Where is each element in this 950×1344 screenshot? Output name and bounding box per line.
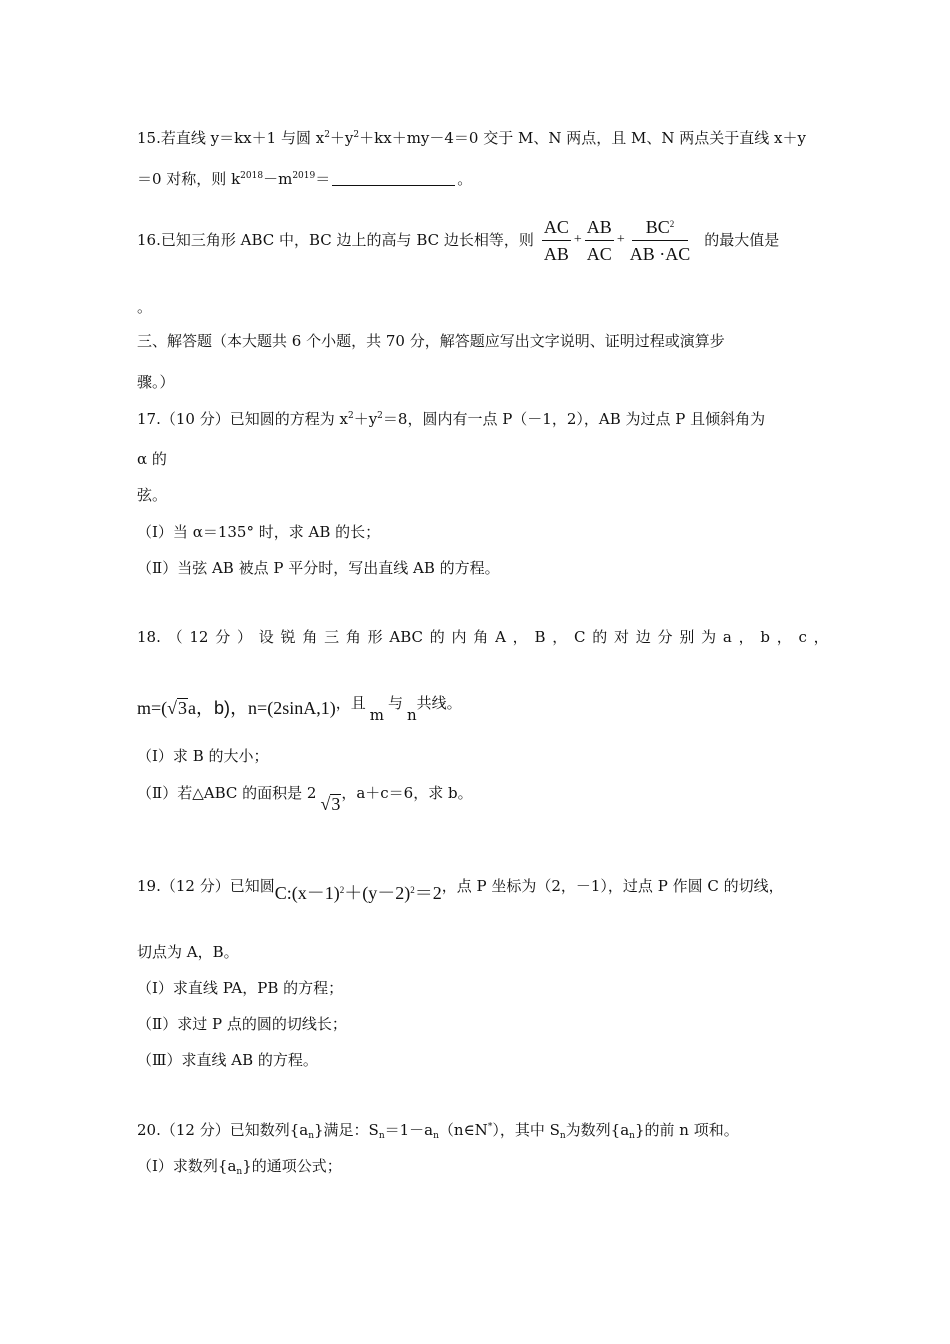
fraction-ac-ab: $\frac{AC}{AB}$ bbox=[543, 216, 569, 264]
q19-line2: 切点为 A，B。 bbox=[137, 943, 239, 961]
q18-part1: （Ⅰ）求 B 的大小； bbox=[137, 747, 269, 765]
q15-text: 。 bbox=[457, 170, 473, 188]
q19-part2: （Ⅱ）求过 P 点的圆的切线长； bbox=[137, 1015, 347, 1033]
q19-line1: 19.（12 分）已知圆$C:(x-1)^2+(y-2)^2=2$，点 P 坐标为（2，－1），过点 P 作圆 C 的切线， bbox=[137, 877, 784, 903]
section-heading-cont: 骤。） bbox=[137, 373, 175, 391]
circle-equation: $C:(x-1)^2+(y-2)^2=2$ bbox=[274, 883, 442, 903]
q15-text: 15.若直线 y＝kx＋1 与圆 x bbox=[137, 129, 325, 147]
q17-line3: 弦。 bbox=[137, 486, 168, 504]
exponent: 2 bbox=[353, 130, 360, 140]
q16-end-mark: 。 bbox=[137, 298, 153, 316]
q19-part1: （Ⅰ）求直线 PA，PB 的方程； bbox=[137, 979, 344, 997]
fraction-bc2-abac: $\frac{BC^2}{AB \cdot AC}$ bbox=[629, 216, 691, 264]
q17-part2: （Ⅱ）当弦 AB 被点 P 平分时，写出直线 AB 的方程。 bbox=[137, 559, 500, 577]
q17-part1: （Ⅰ）当 α＝135° 时，求 AB 的长； bbox=[137, 523, 381, 541]
q19-part3: （Ⅲ）求直线 AB 的方程。 bbox=[137, 1051, 318, 1069]
q18-line1: 18. （ 12 分 ） 设 锐 角 三 角 形 ABC 的 内 角 A ， B ， C 的 对 边 分 别 为 a ， b ， c ， bbox=[137, 628, 829, 646]
exponent: 2 bbox=[324, 130, 330, 140]
exponent: 2019 bbox=[292, 171, 316, 181]
q16-text: 16.已知三角形 ABC 中，BC 边上的高与 BC 边长相等，则 bbox=[137, 231, 534, 249]
exponent: 2 bbox=[377, 411, 383, 421]
q18-vectors: m=( √ 3 a，b)，n=(2sinA,1)，且m与n共线。 bbox=[137, 694, 462, 724]
section-heading: 三、解答题（本大题共 6 个小题，共 70 分，解答题应写出文字说明、证明过程或演算步 bbox=[137, 332, 725, 350]
answer-blank bbox=[332, 171, 455, 186]
exponent: 2 bbox=[347, 411, 354, 421]
q15-line1 bbox=[137, 128, 806, 148]
q15-text: ＝0 对称，则 k bbox=[137, 170, 241, 188]
q20-part1: （Ⅰ）求数列$\{a_n\}$的通项公式； bbox=[137, 1157, 342, 1177]
q15-text: ＋kx＋my－4＝0 交于 M、N 两点，且 M、N 两点关于直线 x＋y bbox=[359, 129, 806, 147]
q15-text: ＋y bbox=[329, 129, 354, 147]
plus-sign: + bbox=[616, 232, 625, 247]
q18-part2: （Ⅱ）若△ABC 的面积是 2 √ 3 ，a＋c＝6，求 b。 bbox=[137, 784, 473, 814]
q16-line bbox=[137, 212, 779, 268]
q15-text: －m bbox=[263, 170, 293, 188]
q15-text: ＝ bbox=[315, 170, 331, 188]
plus-sign: + bbox=[573, 232, 582, 247]
fraction-ab-ac: $\frac{AB}{AC}$ bbox=[586, 216, 612, 264]
q15-line2 bbox=[137, 169, 472, 189]
sqrt-3: √ 3 bbox=[320, 794, 341, 814]
q17-line1: 17.（10 分）已知圆的方程为 $x^2+y^2=8$，圆内有一点 P（－1，2），AB 为过点 P 且倾斜角为 bbox=[137, 410, 766, 428]
q16-text: 的最大值是 bbox=[704, 231, 780, 249]
sqrt-3: √ 3 bbox=[167, 698, 188, 718]
q17-line2: α 的 bbox=[137, 450, 167, 468]
exponent: 2018 bbox=[240, 171, 264, 181]
q20-line1: 20.（12 分）已知数列$\{a_n\}$满足：$S_n=1-a_n(n\in N^*)$，其中 $S_n$为数列$\{a_n\}$的前 n 项和。 bbox=[137, 1121, 739, 1141]
